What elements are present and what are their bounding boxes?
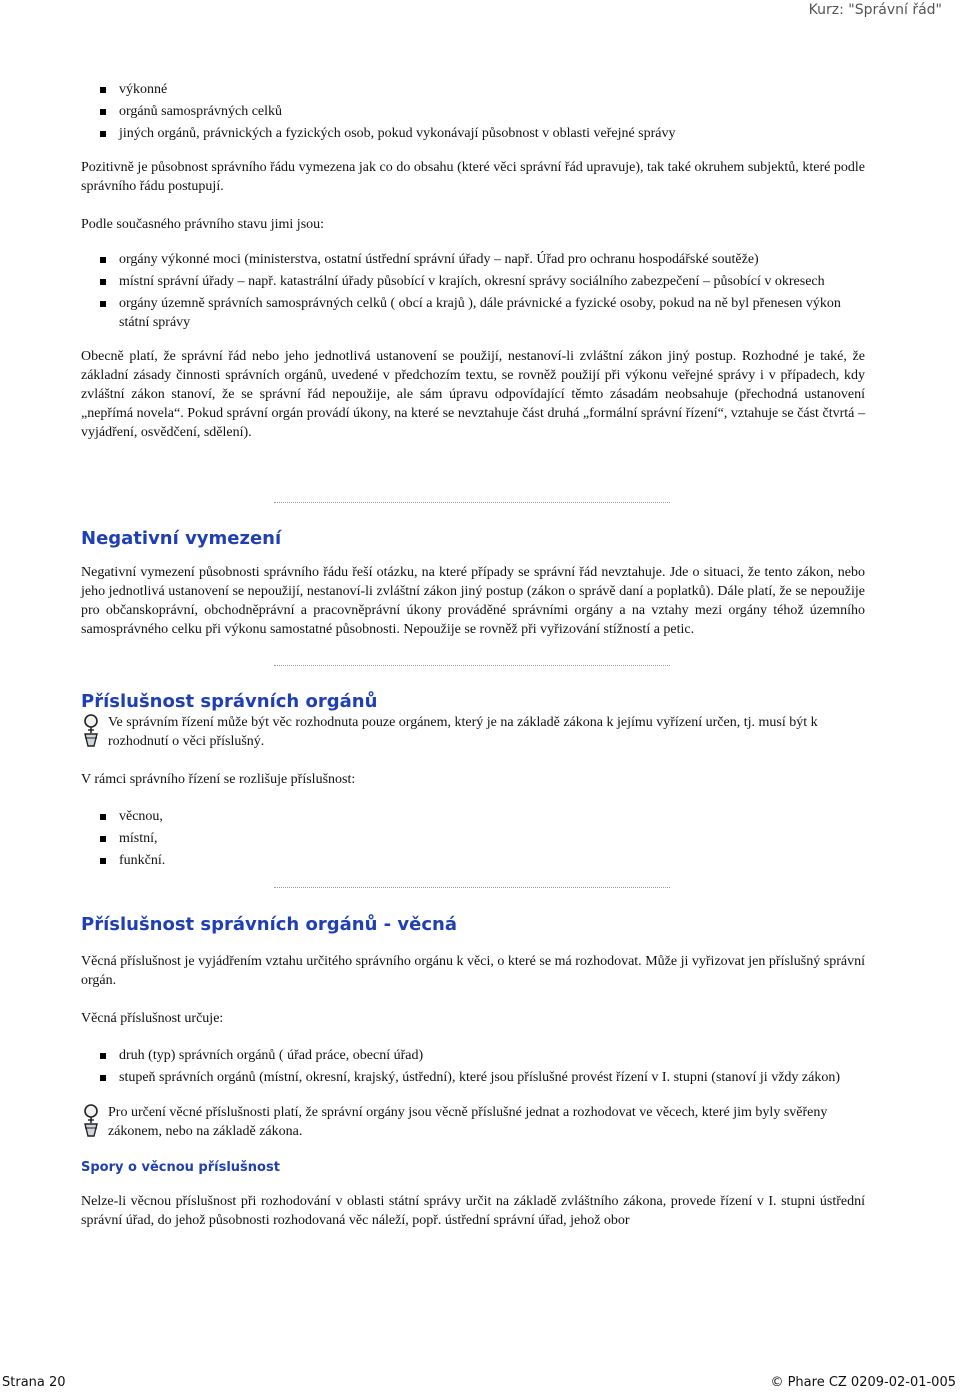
bullet-list-determines — [81, 1046, 865, 1087]
list-item: stupeň správních orgánů (místní, okresní, krajský, ústřední), které jsou příslušné provést řízení v I. stupni (stanoví ji vždy zákon) — [81, 1068, 865, 1087]
list-item: místní správní úřady – např. katastrální úřady působící v krajích, okresní správy sociálního zabezpečení – působící v okresech — [81, 272, 865, 291]
paragraph-positive-scope: Pozitivně je působnost správního řádu vymezena jak co do obsahu (které věci správní řád upravuje), tak také okruhem subjektů, které podle správního řádu postupují. — [81, 160, 865, 194]
paragraph-current-state: Podle současného právního stavu jimi jsou: — [81, 217, 325, 232]
list-item: místní, — [81, 829, 865, 848]
subsection-title-disputes: Spory o věcnou příslušnost — [81, 1160, 280, 1175]
list-item: výkonné — [81, 80, 865, 99]
person-lightbulb-icon — [81, 713, 101, 747]
note-text: Pro určení věcné příslušnosti platí, že správní orgány jsou věcně příslušné jednat a rozhodovat ve věcech, které jim byly svěřeny zákonem, nebo na základě zákona. — [108, 1105, 828, 1139]
paragraph-competence-types: V rámci správního řízení se rozlišuje příslušnost: — [81, 772, 356, 787]
person-lightbulb-icon — [81, 1103, 101, 1137]
list-item: orgány územně správních samosprávných celků ( obcí a krajů ), dále právnické a fyzické osoby, pokud na ně byl přenesen výkon státní správy — [81, 294, 865, 332]
list-item: druh (typ) správních orgánů ( úřad práce, obecní úřad) — [81, 1046, 865, 1065]
paragraph-negative: Negativní vymezení působnosti správního řádu řeší otázku, na které případy se správní řád nevztahuje. Jde o situaci, že tento zákon, nebo jeho jednotlivá ustanovení se nepoužijí, nestanoví-li zvláštní zákon jiný postup (zákon o správě daní a poplatků). Dále platí, že se nepoužije pro občanskoprávní, obchodněprávní a pracovněprávní úkony prováděné správními orgány a na vztahy mezi orgány téhož územního samosprávného celku při výkonu samostatné působnosti. Nepoužije se rovněž při vyřizování stížností a petic. — [81, 565, 865, 637]
section-title-subject-competence: Příslušnost správních orgánů - věcná — [81, 914, 457, 935]
list-item: orgánů samosprávných celků — [81, 102, 865, 121]
header-title: Kurz: "Správní řád" — [808, 2, 942, 18]
list-item: jiných orgánů, právnických a fyzických osob, pokud vykonávají působnost v oblasti veřejné správy — [81, 124, 865, 143]
page-content — [81, 80, 865, 1230]
paragraph-disputes: Nelze-li věcnou příslušnost při rozhodování v oblasti státní správy určit na základě zvláštního zákona, provede řízení v I. stupni ústřední správní úřad, do jehož působnosti rozhodovaná věc náleží, popř. ústřední správní úřad, jehož obor — [81, 1194, 865, 1228]
paragraph-determines: Věcná příslušnost určuje: — [81, 1011, 224, 1026]
section-divider — [274, 502, 670, 503]
list-item: orgány výkonné moci (ministerstva, ostatní ústřední správní úřady – např. Úřad pro ochranu hospodářské soutěže) — [81, 250, 865, 269]
list-item: věcnou, — [81, 807, 865, 826]
list-item: funkční. — [81, 851, 865, 870]
section-divider — [274, 887, 670, 888]
bullet-list-1 — [81, 80, 865, 143]
note-text: Ve správním řízení může být věc rozhodnuta pouze orgánem, který je na základě zákona k jejímu vyřízení určen, tj. musí být k rozhodnutí o věci příslušný. — [108, 715, 818, 749]
note-subject-competence — [81, 1103, 865, 1141]
paragraph-general: Obecně platí, že správní řád nebo jeho jednotlivá ustanovení se použijí, nestanoví-li zvláštní zákon jiný postup. Rozhodné je také, že základní zásady činnosti správních orgánů, uvedené v předchozím textu, se rovněž použijí při výkonu veřejné správy i v případech, kdy zvláštní zákon stanoví, že se správní řád nepoužije, ale sám úpravu odpovídající těmto zásadám neobsahuje (přechodná ustanovení „nepřímá novela“. Pokud správní orgán provádí úkony, na které se nevztahuje část druhá „formální správní řízení“, vztahuje se část čtvrtá – vyjádření, osvědčení, sdělení). — [81, 349, 865, 440]
section-divider — [274, 665, 670, 666]
note-competence — [81, 713, 865, 751]
footer-page-number: Strana 20 — [2, 1375, 66, 1390]
bullet-list-2 — [81, 250, 865, 332]
paragraph-subject-competence: Věcná příslušnost je vyjádřením vztahu určitého správního orgánu k věci, o které se má rozhodovat. Může ji vyřizovat jen příslušný správní orgán. — [81, 954, 865, 988]
section-title-negative: Negativní vymezení — [81, 528, 282, 549]
section-title-competence: Příslušnost správních orgánů — [81, 691, 378, 712]
footer-copyright: © Phare CZ 0209-02-01-005 — [770, 1375, 956, 1390]
bullet-list-competence — [81, 807, 865, 870]
